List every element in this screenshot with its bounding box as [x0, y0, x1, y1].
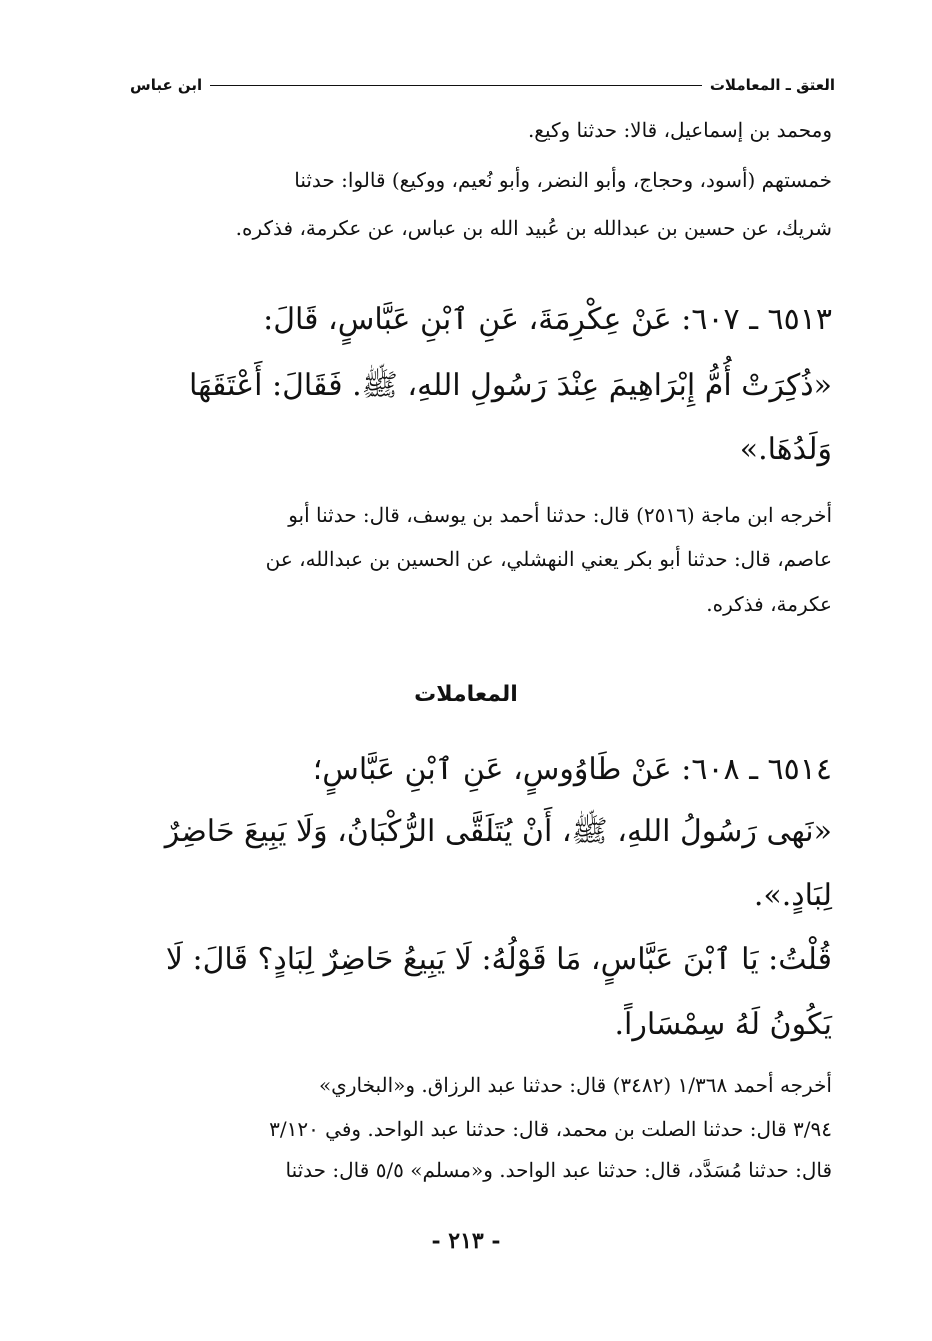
takhrij-6514-line-1: أخرجه أحمد ١/٣٦٨ (٣٤٨٢) قال: حدثنا عبد الرزاق. و«البخاري» — [318, 1073, 832, 1097]
continuation-line-3: شريك، عن حسين بن عبدالله بن عُبيد الله بن عباس، عن عكرمة، فذكره. — [235, 216, 832, 240]
page-number: - ٢١٣ - — [431, 1228, 501, 1254]
hadith-6513-heading: ٦٥١٣ ـ ٦٠٧: عَنْ عِكْرِمَةَ، عَنِ ٱبْنِ عَبَّاسٍ، قَالَ: — [263, 302, 832, 337]
running-header — [130, 70, 835, 100]
header-rule — [210, 85, 702, 86]
hadith-6514-text-line-1: «نَهى رَسُولُ اللهِ، ﷺ، أَنْ يُتَلَقَّى الرُّكْبَانُ، وَلَا يَبِيعَ حَاضِرٌ — [164, 814, 832, 849]
hadith-6513-text-line-2: وَلَدُهَا.» — [739, 432, 832, 467]
section-title: المعاملات — [414, 682, 518, 707]
takhrij-6514-line-3: قال: حدثنا مُسَدَّد، قال: حدثنا عبد الواحد. و«مسلم» ٥/٥ قال: حدثنا — [285, 1158, 832, 1182]
takhrij-6513-line-1: أخرجه ابن ماجة (٢٥١٦) قال: حدثنا أحمد بن يوسف، قال: حدثنا أبو — [288, 503, 832, 527]
hadith-6513-text-line-1: «ذُكِرَتْ أُمُّ إِبْرَاهِيمَ عِنْدَ رَسُولِ اللهِ، ﷺ. فَقَالَ: أَعْتَقَهَا — [189, 368, 832, 403]
hadith-6514-text-line-4: يَكُونُ لَهُ سِمْسَاراً. — [614, 1007, 832, 1042]
continuation-line-1: ومحمد بن إسماعيل، قالا: حدثنا وكيع. — [527, 118, 832, 142]
takhrij-6514-line-2: ٣/٩٤ قال: حدثنا الصلت بن محمد، قال: حدثنا عبد الواحد. وفي ٣/١٢٠ — [269, 1117, 832, 1141]
takhrij-6513-line-3: عكرمة، فذكره. — [706, 592, 832, 616]
header-narrator-name: ابن عباس — [130, 76, 203, 94]
header-chapter-title: العتق ـ المعاملات — [709, 76, 835, 94]
hadith-6514-heading: ٦٥١٤ ـ ٦٠٨: عَنْ طَاوُوسٍ، عَنِ ٱبْنِ عَبَّاسٍ؛ — [312, 752, 832, 787]
hadith-6514-text-line-2: لِبَادٍ.». — [753, 878, 832, 913]
continuation-line-2: خمستهم (أسود، وحجاج، وأبو النضر، وأبو نُعيم، ووكيع) قالوا: حدثنا — [294, 168, 832, 192]
hadith-6514-text-line-3: قُلْتُ: يَا ٱبْنَ عَبَّاسٍ، مَا قَوْلُهُ: لَا يَبِيعُ حَاضِرٌ لِبَادٍ؟ قَالَ: لَا — [165, 942, 832, 977]
takhrij-6513-line-2: عاصم، قال: حدثنا أبو بكر يعني النهشلي، عن الحسين بن عبدالله، عن — [265, 547, 832, 571]
